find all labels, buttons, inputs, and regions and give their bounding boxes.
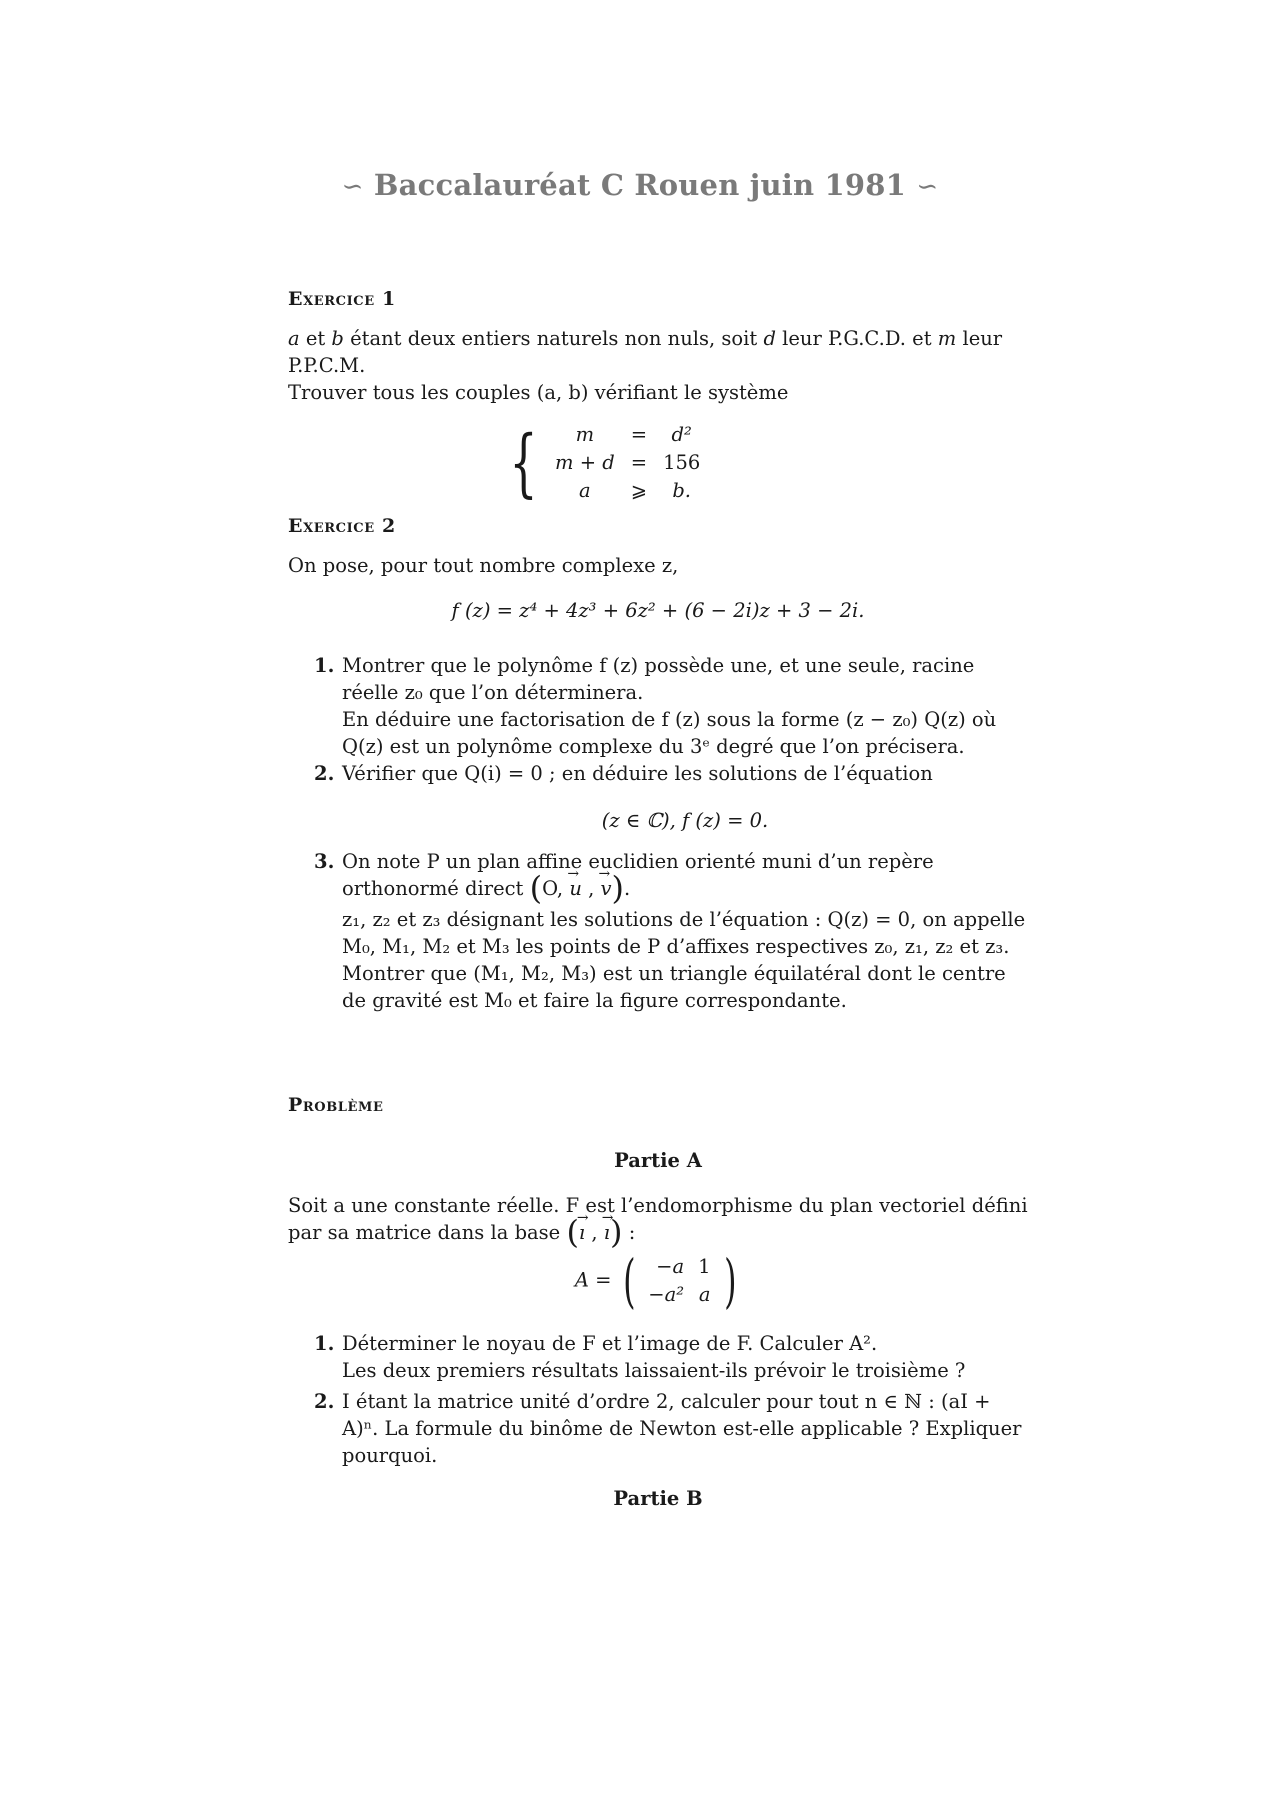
open-paren-icon: (: [566, 1213, 579, 1251]
matrix-cell: −a: [656, 1255, 685, 1278]
item-number: 2.: [314, 1390, 335, 1413]
text: leur P.G.C.D. et: [775, 327, 938, 350]
matrix-cell: 1: [698, 1255, 711, 1278]
text: Soit a une constante réelle. F est l’endomorphisme du plan vectoriel défini par sa matrice dans la base: [288, 1194, 1028, 1244]
item-text: Montrer que (M₁, M₂, M₃) est un triangle équilatéral dont le centre de gravité est M₀ et faire la figure correspondante.: [342, 962, 1006, 1012]
exercise-1: [288, 286, 1028, 506]
list-item: [288, 1330, 1028, 1384]
item-number: 2.: [314, 762, 335, 785]
text: étant deux entiers naturels non nuls, soit: [343, 327, 764, 350]
item-text: I étant la matrice unité d’ordre 2, calculer pour tout n ∈ ℕ : (aI + A)ⁿ. La formule du binôme de Newton est-elle applicable ? Expliquer pourquoi.: [342, 1390, 1022, 1467]
exercise-1-statement: [288, 325, 1028, 379]
left-brace-icon: {: [509, 420, 538, 506]
vector-i: → ı: [604, 1219, 610, 1246]
text: ,: [591, 1221, 598, 1244]
equation-system: [188, 420, 1028, 506]
var-a: a: [288, 327, 300, 350]
matrix: [618, 1247, 742, 1315]
text: On note P un plan affine euclidien orienté muni d’un repère orthonormé direct: [342, 850, 934, 900]
item-text: Déterminer le noyau de F et l’image de F. Calculer A².: [342, 1332, 878, 1355]
system-rhs: d²: [671, 423, 692, 446]
item-number: 1.: [314, 654, 335, 677]
list-item: [288, 1388, 1028, 1469]
item-text: [342, 848, 1028, 907]
item-text: Vérifier que Q(i) = 0 ; en déduire les solutions de l’équation: [342, 762, 933, 785]
frame-origin: O,: [542, 877, 564, 900]
open-paren-icon: (: [622, 1247, 636, 1315]
exercise-1-heading: Exercice 1: [288, 288, 396, 310]
system-op: ⩾: [630, 479, 648, 502]
text: ,: [588, 877, 595, 900]
item-text: Les deux premiers résultats laissaient-ils prévoir le troisième ?: [342, 1359, 966, 1382]
right-ornament-icon: ∽: [916, 172, 939, 202]
vector-u: → u: [569, 875, 582, 902]
matrix-table: [640, 1252, 718, 1310]
item-text: Montrer que le polynôme f (z) possède une, et une seule, racine réelle z₀ que l’on déterminera.: [342, 654, 975, 704]
close-paren-icon: ): [723, 1247, 737, 1315]
vector-v: → v: [601, 875, 612, 902]
formula-f: f (z) = z⁴ + 4z³ + 6z² + (6 − 2i)z + 3 − 2i.: [451, 599, 865, 622]
matrix-cell: −a²: [648, 1283, 685, 1306]
text: :: [622, 1221, 636, 1244]
system-lhs: m + d: [555, 451, 615, 474]
title-text: Baccalauréat C Rouen juin 1981: [373, 168, 907, 202]
close-paren-icon: ): [611, 869, 625, 907]
problem: [288, 1092, 1028, 1512]
text: leur P.P.C.M.: [288, 327, 1003, 377]
problem-heading: Problème: [288, 1094, 384, 1116]
system-table: [553, 420, 716, 506]
system-lhs: m: [575, 423, 595, 446]
matrix-cell: a: [698, 1283, 711, 1306]
equation: (z ∈ ℂ), f (z) = 0.: [601, 809, 769, 832]
system-lhs: a: [579, 479, 591, 502]
matrix-row: [642, 1254, 716, 1280]
matrix-label: A =: [574, 1268, 612, 1292]
var-m: m: [937, 327, 957, 350]
exercise-1-question: Trouver tous les couples (a, b) vérifiant le système: [288, 381, 789, 404]
text: .: [624, 877, 631, 900]
vector-i: → ı: [579, 1219, 585, 1246]
var-d: d: [763, 327, 776, 350]
system-rhs: 156: [663, 451, 701, 474]
system-op: =: [630, 451, 648, 474]
item-number: 3.: [314, 850, 335, 873]
exercise-2: [288, 513, 1028, 1014]
exercise-2-heading: Exercice 2: [288, 515, 396, 537]
system-op: =: [630, 423, 648, 446]
close-paren-icon: ): [610, 1213, 623, 1251]
list-item: [288, 760, 1028, 834]
list-item: [288, 652, 1028, 760]
part-a-intro: [288, 1192, 1028, 1251]
system-row: [555, 450, 714, 476]
item-number: 1.: [314, 1332, 335, 1355]
part-a-heading: Partie A: [614, 1149, 702, 1172]
var-b: b: [331, 327, 344, 350]
system-row: [555, 478, 714, 504]
text: et: [299, 327, 332, 350]
item-text: En déduire une factorisation de f (z) sous la forme (z − z₀) Q(z) où Q(z) est un polynôme complexe du 3ᵉ degré que l’on précisera.: [342, 708, 997, 758]
system-rhs: b.: [672, 479, 692, 502]
open-paren-icon: (: [529, 869, 543, 907]
left-ornament-icon: ∽: [341, 172, 364, 202]
page-title: [0, 168, 1280, 202]
part-b-heading: Partie B: [613, 1487, 703, 1510]
exercise-2-intro: On pose, pour tout nombre complexe z,: [288, 554, 679, 577]
list-item: [288, 848, 1028, 1014]
matrix-a: [288, 1247, 1028, 1315]
item-text: z₁, z₂ et z₃ désignant les solutions de l’équation : Q(z) = 0, on appelle M₀, M₁, M₂ et M₃ les points de P d’affixes respectives z₀, z₁, z₂ et z₃.: [342, 908, 1026, 958]
matrix-row: [642, 1282, 716, 1308]
system-row: [555, 422, 714, 448]
